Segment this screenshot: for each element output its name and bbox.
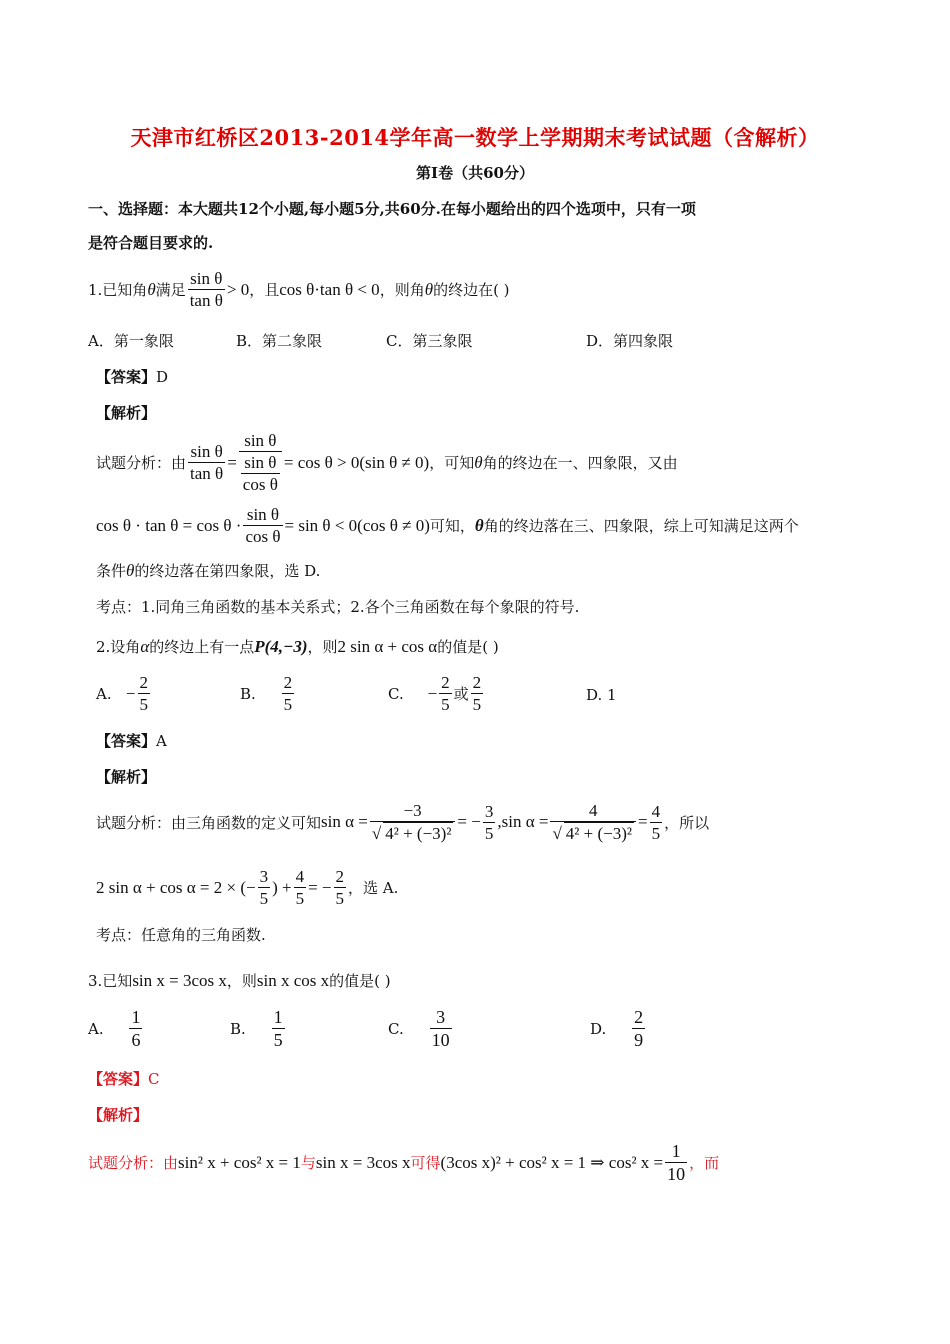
q2-comma: , <box>497 812 502 831</box>
q2-frac-3-5 <box>483 801 496 844</box>
q1-line3-theta: θ <box>126 561 135 580</box>
q1-mid3: ，则角 <box>379 281 425 299</box>
q2-sin-alpha-1: sin α = <box>321 812 368 831</box>
question-1-stem <box>88 268 510 311</box>
q2-option-b-label: B. <box>240 684 256 703</box>
q2-l2f1-num: 3 <box>259 867 269 886</box>
q1-analysis-frac1-den: tan θ <box>190 464 224 483</box>
q2-prefix: 2.设角 <box>96 638 141 656</box>
q1-analysis-eq: = cos θ > 0(sin θ ≠ 0) <box>283 452 430 472</box>
q2-analysis-prefix: 试题分析： <box>96 813 172 832</box>
q2-option-d[interactable]: D. 1 <box>586 686 617 704</box>
q1-fraction-den: tan θ <box>189 291 223 310</box>
q3-analysis-prefix: 试题分析： <box>88 1154 164 1172</box>
section-instructions-line2: 是符合题目要求的. <box>88 234 214 252</box>
q2-b-den: 5 <box>283 695 293 714</box>
q2-frac-45-num: 4 <box>651 801 661 821</box>
q2-radicand-1: 4² + (−3)² <box>385 824 452 843</box>
q2-alpha: α <box>140 636 150 656</box>
q2-eq-neg: = − <box>457 812 481 831</box>
q2-option-c-label: C. <box>388 684 404 703</box>
q1-analysis-eq-sign: = <box>227 452 237 472</box>
q1-analysis-c: 角的终边在一、四象限，又由 <box>482 454 678 472</box>
q2-frac-neg3-den: √ 4² + (−3)² <box>371 824 452 843</box>
q2-analysis-b: ，所以 <box>664 813 710 832</box>
q3-b-den: 5 <box>273 1030 283 1050</box>
q3-analysis-frac <box>665 1140 687 1185</box>
q3-option-c-frac <box>430 1006 452 1051</box>
q1-analysis-frac1-num: sin θ <box>188 441 225 463</box>
q2-frac-45-den: 5 <box>651 823 661 843</box>
q1-theta-2: θ <box>424 279 434 299</box>
q1-analysis-a: 由 <box>171 454 187 472</box>
q1-option-c[interactable]: C．第三象限 <box>386 332 473 350</box>
q2-radicand-2: 4² + (−3)² <box>565 824 632 843</box>
q3-d-den: 9 <box>634 1030 644 1050</box>
q2-frac-3-num: 3 <box>484 801 494 821</box>
q2-option-c-or: 或 <box>453 685 469 703</box>
q1-line2-theta: θ <box>474 515 484 535</box>
q2-mid2: ，则 <box>307 638 338 656</box>
q1-line2-frac-num: sin θ <box>243 504 282 526</box>
q2-c-den1: 5 <box>441 695 450 714</box>
q3-option-a-label: A. <box>88 1019 104 1038</box>
q2-line2-lhs: 2 sin α + cos α = 2 × (− <box>96 877 256 897</box>
q1-theta: θ <box>147 279 156 299</box>
q2-analysis-line2 <box>96 866 398 909</box>
q3-b-num: 1 <box>273 1007 283 1027</box>
q2-frac-4-den: √ 4² + (−3)² <box>552 824 632 843</box>
q2-frac-4-num: 4 <box>550 800 636 822</box>
q3-option-b-label: B. <box>230 1019 246 1038</box>
q1-analysis-b: ，可知 <box>429 454 475 472</box>
q2-option-c-frac2 <box>471 672 484 715</box>
q2-option-a[interactable] <box>96 672 152 715</box>
answer-label: 【答案】 <box>96 732 157 750</box>
q3-c-den: 10 <box>431 1030 450 1050</box>
page-title: 天津市红桥区2013-2014学年高一数学上学期期末考试试题（含解析） <box>130 125 820 150</box>
q1-analysis-line3 <box>96 560 320 581</box>
q1-line3-a: 条件 <box>96 562 127 580</box>
q2-answer <box>96 730 167 751</box>
q2-line2-frac1 <box>258 866 271 909</box>
q2-option-c-sign: − <box>427 683 438 703</box>
q1-ineq1: > 0 <box>226 279 250 299</box>
q3-prefix: 3.已知 <box>88 972 133 990</box>
q1-mid1: 满足 <box>155 281 186 299</box>
q3-a-num: 1 <box>131 1007 141 1027</box>
q2-c-den2: 5 <box>472 695 482 714</box>
q2-l2f3-num: 2 <box>335 867 345 886</box>
q3-option-c[interactable] <box>388 1006 454 1051</box>
q1-line2-frac <box>243 504 282 547</box>
q1-answer-value: D <box>156 368 169 386</box>
q2-l2f2-num: 4 <box>295 867 305 886</box>
q2-answer-value: A <box>156 732 167 750</box>
q1-line2-rhs: = sin θ < 0(cos θ ≠ 0) <box>284 515 430 535</box>
q1-option-b[interactable]: B．第二象限 <box>236 332 323 350</box>
q1-fraction-num: sin θ <box>188 268 225 290</box>
q1-line2-a: 可知， <box>429 517 475 535</box>
q3-expr1: sin x = 3cos x <box>132 970 227 990</box>
q1-line2-b: 角的终边落在三、四象限，综上可知满足这两个 <box>483 517 799 535</box>
q2-line2-eq: = − <box>308 877 332 897</box>
q3-option-a-frac <box>129 1006 142 1051</box>
q2-expr: 2 sin α + cos α <box>337 636 438 656</box>
q1-analysis-label: 【解析】 <box>96 404 157 422</box>
q2-frac-4-5 <box>650 801 663 844</box>
q1-inner-num: sin θ <box>241 452 280 474</box>
q2-option-a-label: A. <box>96 684 112 703</box>
q3-d-num: 2 <box>634 1007 644 1027</box>
section-instructions-line1: 一、选择题：本大题共12个小题,每小题5分,共60分.在每小题给出的四个选项中，只有一项 <box>88 200 696 218</box>
q1-option-a[interactable]: A．第一象限 <box>88 332 174 350</box>
q3-mid: ，则 <box>226 972 257 990</box>
q3-option-a[interactable] <box>88 1006 144 1051</box>
q3-option-c-label: C. <box>388 1019 404 1038</box>
q2-analysis-line1 <box>96 800 709 844</box>
q2-mid1: 的终边上有一点 <box>149 638 255 656</box>
q1-analysis-inner-frac <box>241 452 280 495</box>
q3-analysis-d: ，而 <box>689 1154 720 1172</box>
q2-point: P(4,−3) <box>254 636 308 656</box>
q1-analysis-frac1 <box>188 441 225 484</box>
q1-analysis-complex-den <box>239 452 282 495</box>
q1-inner-den: cos θ <box>242 475 278 494</box>
q3-analysis-e3: (3cos x)² + cos² x = 1 ⇒ cos² x = <box>440 1152 664 1172</box>
q1-analysis-complex-num: sin θ <box>239 430 282 452</box>
question-3-stem <box>88 970 391 991</box>
q1-option-d[interactable]: D．第四象限 <box>586 332 674 350</box>
q2-c-num1: 2 <box>441 673 450 692</box>
q2-sin-alpha-2: sin α = <box>501 812 549 831</box>
q2-option-a-frac <box>138 672 151 715</box>
answer-label: 【答案】 <box>96 368 157 386</box>
q2-analysis-a: 由三角函数的定义可知 <box>171 813 322 832</box>
q3-c-num: 3 <box>430 1006 452 1029</box>
q2-c-num2: 2 <box>472 673 482 692</box>
q3-analysis-e2: sin x = 3cos x <box>315 1152 411 1172</box>
q2-option-a-sign: − <box>125 683 136 703</box>
q3-option-d-frac <box>632 1006 645 1051</box>
q3-option-b-frac <box>272 1006 285 1051</box>
page-subtitle: 第Ⅰ卷（共60分） <box>416 164 534 182</box>
q2-line2-frac2 <box>294 866 307 909</box>
question-2-stem <box>96 636 499 657</box>
q3-analysis-label: 【解析】 <box>88 1106 149 1124</box>
q3-option-d[interactable] <box>590 1006 647 1051</box>
q1-fraction <box>188 268 225 311</box>
q2-analysis-label: 【解析】 <box>96 768 157 786</box>
q2-frac-neg3-num: −3 <box>370 800 456 822</box>
q3-analysis-c: 可得 <box>410 1154 441 1172</box>
q2-b-num: 2 <box>283 673 293 692</box>
q2-option-b[interactable] <box>240 672 296 715</box>
q3-answer <box>88 1068 160 1089</box>
q2-option-c[interactable] <box>388 672 485 715</box>
q3-a-den: 6 <box>131 1030 141 1050</box>
q1-analysis-complex-frac <box>239 430 282 495</box>
q3-option-b[interactable] <box>230 1006 287 1051</box>
q2-line2-end: ，选 A. <box>348 879 399 897</box>
q3-answer-value: C <box>148 1070 160 1088</box>
q1-suffix: 的终边在( ) <box>433 281 510 299</box>
q2-kaodian: 考点：任意角的三角函数. <box>96 926 266 944</box>
q3-expr2: sin x cos x <box>256 970 330 990</box>
q1-analysis-theta: θ <box>474 452 483 472</box>
q2-frac-4 <box>550 800 636 844</box>
q1-answer <box>96 366 168 387</box>
q3-analysis-e1: sin² x + cos² x = 1 <box>178 1152 301 1172</box>
q2-l2f1-den: 5 <box>259 889 269 908</box>
q1-line2-frac-den: cos θ <box>245 527 281 546</box>
q1-prefix: 1.已知角 <box>88 281 148 299</box>
q1-kaodian: 考点：1.同角三角函数的基本关系式；2.各个三角函数在每个象限的符号. <box>96 598 580 616</box>
q1-line2-lhs: cos θ · tan θ = cos θ · <box>96 515 242 535</box>
q1-analysis-line1 <box>96 430 678 495</box>
q3-option-d-label: D. <box>590 1019 607 1038</box>
q2-option-c-frac1 <box>439 672 452 715</box>
q2-frac-neg3 <box>370 800 456 844</box>
q3-analysis-line1 <box>88 1140 719 1185</box>
q2-eq: = <box>638 812 648 831</box>
q3-analysis-frac-den: 10 <box>667 1164 686 1184</box>
q1-analysis-prefix: 试题分析： <box>96 454 172 472</box>
q1-expr2: cos θ·tan θ < 0 <box>279 279 380 299</box>
q3-analysis-b: 与 <box>300 1154 316 1172</box>
q2-line2-mid: ) + <box>272 877 292 897</box>
q2-a-num: 2 <box>139 673 149 692</box>
q2-frac-3-den: 5 <box>484 823 494 843</box>
q1-line3-b: 的终边落在第四象限，选 D. <box>134 562 321 580</box>
q2-option-b-frac <box>282 672 295 715</box>
answer-label: 【答案】 <box>88 1070 149 1088</box>
q2-l2f2-den: 5 <box>295 889 305 908</box>
q1-analysis-line2 <box>96 504 799 547</box>
q3-analysis-a: 由 <box>163 1154 179 1172</box>
q3-suffix: 的值是( ) <box>329 972 391 990</box>
q3-analysis-frac-num: 1 <box>665 1140 687 1163</box>
q2-line2-frac3 <box>334 866 347 909</box>
q2-l2f3-den: 5 <box>335 889 345 908</box>
q1-mid2: ，且 <box>249 281 280 299</box>
q2-suffix: 的值是( ) <box>437 638 499 656</box>
q2-a-den: 5 <box>139 695 149 714</box>
